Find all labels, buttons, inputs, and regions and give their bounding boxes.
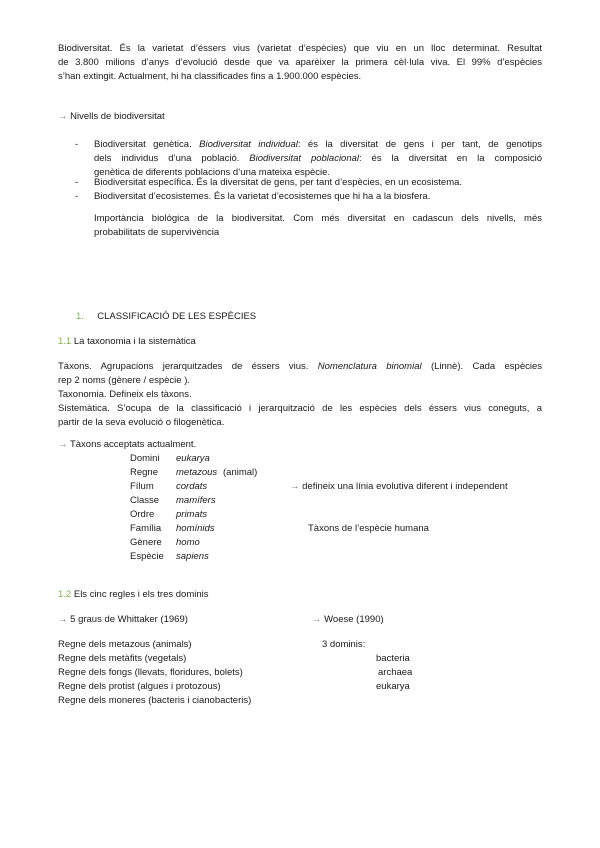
regne-item: Regne dels protist (algues i protozous): [58, 681, 221, 692]
regne-item: Regne dels moneres (bacteris i cianobacteris): [58, 695, 252, 706]
taxa-extra: (animal): [223, 467, 258, 478]
taxons-line: rep 2 noms (gènere / espècie ).: [58, 375, 191, 386]
importancia-line: probabilitats de supervivència: [94, 227, 220, 238]
bullet-dash: -: [75, 177, 79, 188]
taxa-value: primats: [176, 509, 208, 520]
section-title: CLASSIFICACIÓ DE LES ESPÈCIES: [97, 311, 257, 322]
taxons-term: Nomenclatura binomial: [317, 361, 422, 372]
taxonomia-line: Taxonomia. Defineix els tàxons.: [58, 389, 192, 400]
nivells-heading: [58, 110, 165, 124]
taxa-label: Regne: [130, 467, 158, 478]
regne-item: Regne dels metàfits (vegetals): [58, 653, 187, 664]
subsection-title: La taxonomia i la sistemàtica: [73, 336, 196, 347]
section-number: 1.: [76, 311, 84, 322]
taxa-value: homo: [176, 537, 200, 548]
nivells-heading-text: Nivells de biodiversitat: [70, 111, 165, 122]
filum-note-text: defineix una línia evolutiva diferent i independent: [302, 481, 508, 492]
genetica-line: genètica de diferents poblacions d’una mateixa espècie.: [94, 167, 331, 178]
taxa-label: Gènere: [130, 537, 162, 548]
domini-item: eukarya: [376, 681, 410, 692]
intro-paragraph: [58, 42, 542, 84]
taxa-label: Espècie: [130, 551, 164, 562]
importancia-paragraph: [94, 212, 542, 240]
taxa-label: Domini: [130, 453, 160, 464]
item-genetica: [94, 138, 542, 180]
subsection-1-1-heading: [58, 335, 196, 349]
dominis-title: 3 dominis:: [322, 639, 366, 650]
intro-line: s’han extingit. Actualment, hi ha classificades fins a 1.900.000 espècies.: [58, 71, 362, 82]
taxons-line: [58, 360, 542, 374]
section-1-heading: [76, 310, 256, 324]
genetica-text: : és la diversitat en la composició: [359, 153, 542, 164]
filum-note: [290, 480, 508, 494]
woese-heading: [312, 613, 384, 627]
taxa-value: metazous: [176, 467, 218, 478]
genetica-text: : és la diversitat de gens i per tant, de genotips: [297, 139, 542, 150]
genetica-term: Biodiversitat poblacional: [249, 153, 360, 164]
domini-item: bacteria: [376, 653, 410, 664]
taxons-paragraph: [58, 360, 542, 430]
item-ecosistemes: Biodiversitat d’ecosistemes. És la varietat d’ecosistemes que hi ha a la biosfera.: [94, 191, 431, 202]
taxa-value: cordats: [176, 481, 208, 492]
taxons-text: Tàxons. Agrupacions jerarquitzades de éssers vius.: [58, 361, 309, 372]
subsection-title: Els cinc regles i els tres dominis: [73, 589, 209, 600]
bullet-dash: -: [75, 191, 79, 202]
taxa-label: Ordre: [130, 509, 155, 520]
whittaker-text: 5 graus de Whittaker (1969): [70, 614, 188, 625]
taxa-value: sapiens: [176, 551, 209, 562]
bullet-dash: -: [75, 139, 79, 150]
woese-text: Woese (1990): [324, 614, 384, 625]
subsection-number: 1.2: [58, 589, 72, 600]
genetica-term: Biodiversitat individual: [199, 139, 298, 150]
importancia-line: Importància biològica de la biodiversitat. Com més diversitat en cadascun dels nivells, més: [94, 213, 542, 224]
genetica-line: [94, 152, 542, 166]
domini-item: archaea: [378, 667, 413, 678]
familia-note: Tàxons de l’espècie humana: [308, 523, 429, 534]
taxa-value: eukarya: [176, 453, 210, 464]
whittaker-heading: [58, 613, 188, 627]
item-especifica: Biodiversitat específica. És la diversitat de gens, per tant d’espècies, en un ecosistema.: [94, 177, 463, 188]
sistematica-line: Sistemàtica. S’ocupa de la classificació i jerarquització de les espècies dels éssers vius coneguts, a: [58, 403, 542, 414]
sistematica-line: partir de la seva evolució o filogenètica.: [58, 417, 225, 428]
subsection-1-2-heading: [58, 588, 209, 602]
taxa-label: Classe: [130, 495, 160, 506]
intro-line: de 3.800 milions d’anys d’evolució desde que va aparèixer la primera cèl·lula viva. El 99% d’espècies: [58, 57, 542, 68]
genetica-label: Biodiversitat genètica.: [94, 139, 192, 150]
regnes-list: [58, 638, 251, 708]
regne-item: Regne dels fongs (llevats, floridures, bolets): [58, 667, 243, 678]
genetica-text: dels individus d’una població.: [94, 153, 240, 164]
taxa-value: homínids: [176, 523, 215, 534]
arrow-icon: →: [290, 481, 300, 492]
genetica-line: [94, 138, 542, 152]
subsection-number: 1.1: [58, 336, 72, 347]
regne-item: Regne dels metazous (animals): [58, 639, 192, 650]
taxa-label: Família: [130, 523, 162, 534]
taxa-label: Fílum: [130, 481, 154, 492]
arrow-icon: →: [58, 111, 68, 122]
accepted-taxa-heading: [58, 438, 196, 452]
arrow-icon: →: [58, 439, 68, 450]
arrow-icon: →: [312, 614, 322, 625]
arrow-icon: →: [58, 614, 68, 625]
accepted-taxa-text: Tàxons acceptats actualment.: [69, 439, 197, 450]
taxa-value: mamífers: [176, 495, 216, 506]
taxons-text: (Linnè). Cada espècies: [430, 361, 542, 372]
intro-line: Biodiversitat. És la varietat d’éssers vius (varietat d’espècies) que viu en un lloc determinat. Resultat: [58, 43, 542, 54]
